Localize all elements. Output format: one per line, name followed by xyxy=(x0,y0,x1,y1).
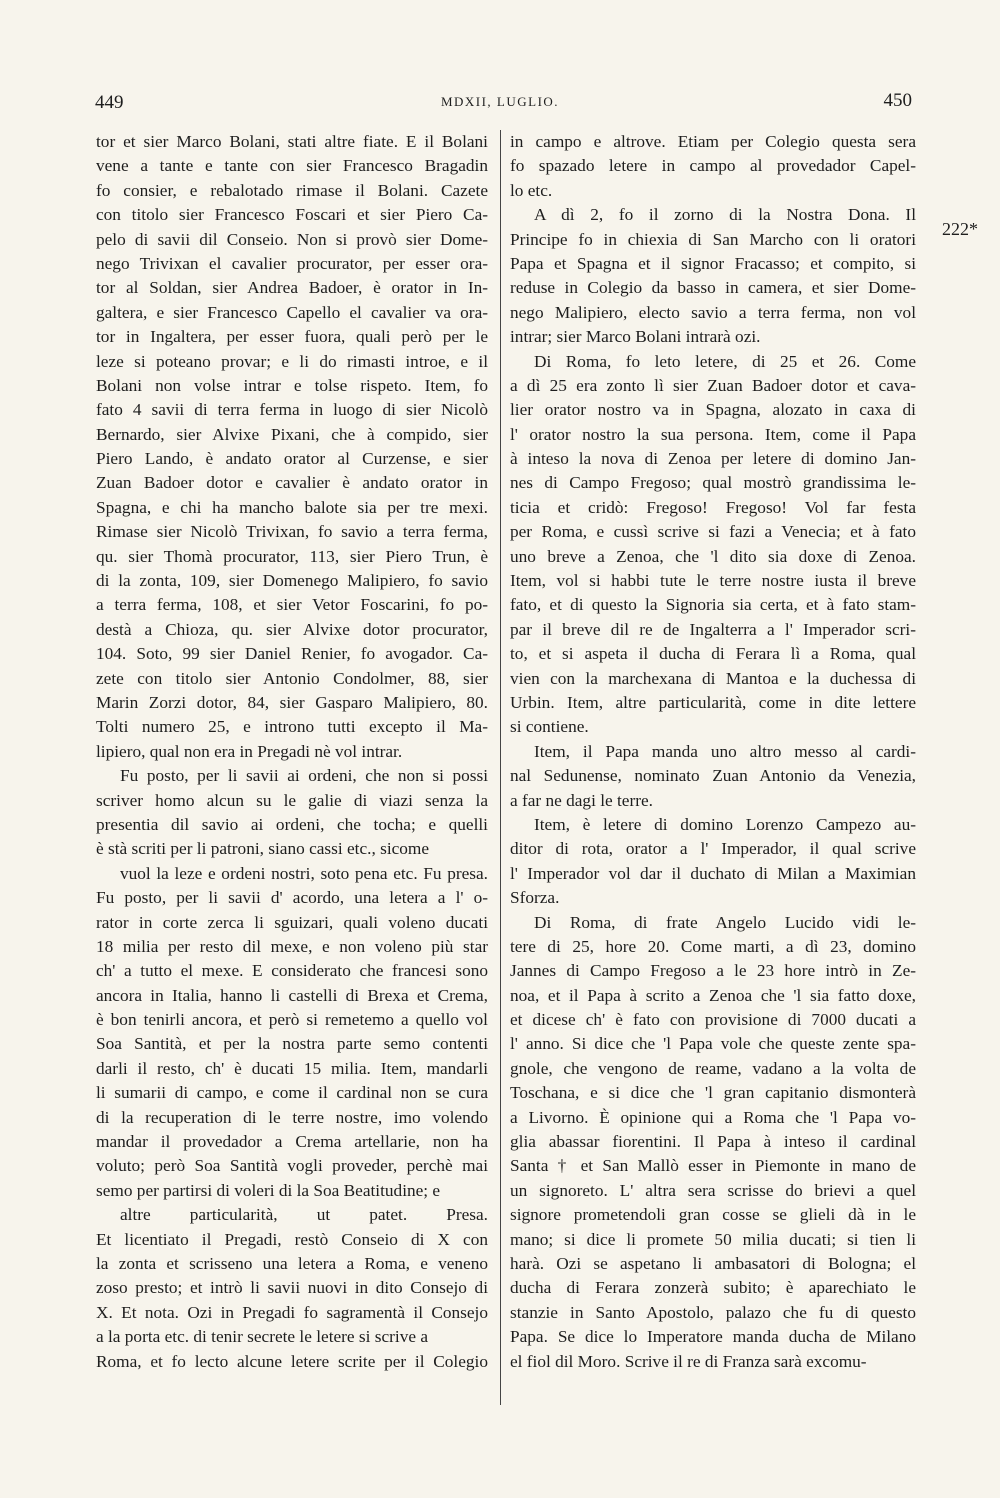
left-text-column xyxy=(96,130,488,1374)
text-line: Di Roma, fo leto letere, di 25 et 26. Come xyxy=(534,351,916,371)
text-line: Fu posto, per li savii ai ordeni, che non si possi xyxy=(120,766,488,786)
text-line: nego Malipiero, electo savio a terra ferma, non vol xyxy=(510,302,916,322)
text-line: a far ne dagi le terre. xyxy=(510,790,653,810)
text-line: zete con titolo sier Antonio Condolmer, 88, sier xyxy=(96,668,488,688)
text-line: fo consier, e rebalotado rimase il Bolani. Cazete xyxy=(96,180,488,200)
text-line: Et licentiato il Pregadi, restò Conseio di X con xyxy=(96,1229,488,1249)
text-line: mano; si dice li promete 50 milia ducati; si tien li xyxy=(510,1229,916,1249)
text-line: Rimase sier Nicolò Trivixan, fo savio a terra ferma, xyxy=(96,522,488,542)
text-line: qu. sier Thomà procurator, 113, sier Piero Trun, è xyxy=(96,546,488,566)
text-line: nes di Campo Fregoso; qual mostrò grandissima le- xyxy=(510,473,916,493)
text-line: nal Sedunense, nominato Zuan Antonio da Venezia, xyxy=(510,766,916,786)
text-line: el fiol dil Moro. Scrive il re di Franza sarà excomu- xyxy=(510,1351,867,1371)
text-line: gnole, che vengono de reame, vadano a la volta de xyxy=(510,1058,916,1078)
text-line: Santa † et San Mallò esser in Piemonte in mano de xyxy=(510,1156,916,1176)
text-line: di la recuperation di le terre nostre, imo volendo xyxy=(96,1107,488,1127)
text-line: l' Imperador vol dar il duchato di Milan a Maximian xyxy=(510,863,916,883)
text-line: a la porta etc. di tenir secrete le letere si scrive a xyxy=(96,1327,429,1347)
text-line: fato, et di questo la Signoria sia certa, et à fato stam- xyxy=(510,595,916,615)
text-line: fato 4 savii di terra ferma in luogo di sier Nicolò xyxy=(96,400,488,420)
right-text-column xyxy=(510,130,916,1374)
text-line: Bernardo, sier Alvixe Pixani, che à compido, sier xyxy=(96,424,488,444)
text-line: l' anno. Si dice che 'l Papa vole che queste zente spa- xyxy=(510,1034,916,1054)
text-line: 104. Soto, 99 sier Daniel Renier, fo avogador. Ca- xyxy=(96,644,488,664)
text-line: à inteso la nova di Zenoa per letere di domino Jan- xyxy=(510,449,916,469)
text-line: tere di 25, hore 20. Come marti, a dì 23, domino xyxy=(510,936,916,956)
text-line: destà a Chioza, qu. sier Alvixe dotor procurator, xyxy=(96,619,488,639)
text-line: si contiene. xyxy=(510,717,589,737)
text-line: vien con la marchexana di Mantoa e la duchessa di xyxy=(510,668,916,688)
text-line: un signoreto. L' altra sera scrisse do brievi a quel xyxy=(510,1180,916,1200)
text-line: Papa. Se dice lo Imperatore manda ducha de Milano xyxy=(510,1327,916,1347)
text-line: semo per partirsi di voleri di la Soa Beatitudine; e xyxy=(96,1180,441,1200)
text-line: tor et sier Marco Bolani, stati altre fiate. E il Bolani xyxy=(96,132,488,151)
text-line: Item, il Papa manda uno altro messo al cardi- xyxy=(534,741,916,761)
text-line: è stà scriti per li patroni, siano cassi etc., sicome xyxy=(96,839,430,859)
text-line: con titolo sier Francesco Foscari et sier Piero Ca- xyxy=(96,205,488,225)
column-divider xyxy=(500,130,501,1405)
text-line: ditor di rota, orator a l' Imperador, il qual scrive xyxy=(510,839,916,859)
text-line: Marin Zorzi dotor, 84, sier Gasparo Malipiero, 80. xyxy=(96,692,488,712)
text-line: Soa Santità, et per la nostra parte semo contenti xyxy=(96,1034,488,1054)
text-line: par il breve dil re de Ingalterra a l' Imperador scri- xyxy=(510,619,916,639)
text-line: uno breve a Zenoa, che 'l dito sia doxe di Zenoa. xyxy=(510,546,916,566)
text-line: rator in corte zerca li sguizari, quali voleno ducati xyxy=(96,912,488,932)
text-line: Principe fo in chiexia di San Marcho con li oratori xyxy=(510,229,916,249)
text-line: X. Et nota. Ozi in Pregadi fo sagramentà il Consejo xyxy=(96,1302,488,1322)
text-line: la zonta et scrisseno una letera a Roma, e veneno xyxy=(96,1253,488,1273)
text-line: Piero Lando, è andato orator al Curzense, e sier xyxy=(96,449,488,469)
text-line: Item, vol si habbi tute le terre nostre iusta il breve xyxy=(510,571,916,591)
text-line: vene a tante e tante con sier Francesco Bragadin xyxy=(96,156,488,176)
text-line: in campo e altrove. Etiam per Colegio questa sera xyxy=(510,132,916,151)
text-line: to, et si aspeta il ducha di Ferara lì a Roma, qual xyxy=(510,644,916,664)
text-line: Fu posto, per li savii d' acordo, una letera a l' o- xyxy=(96,888,488,908)
text-line: harà. Ozi se aspetano li ambasatori di Bologna; el xyxy=(510,1253,916,1273)
text-line: stanzie in Santo Apostolo, palazo che fu di questo xyxy=(510,1302,916,1322)
text-line: a dì 25 era zonto lì sier Zuan Badoer dotor et cava- xyxy=(510,375,916,395)
text-line: a terra ferma, 108, et sier Vetor Foscarini, fo po- xyxy=(96,595,488,615)
text-line: zoso presto; et intrò li savii nuovi in dito Consejo di xyxy=(96,1278,488,1298)
page-number-right: 450 xyxy=(883,90,912,111)
text-line: Spagna, e chi ha mancho balote sia per tre mexi. xyxy=(96,497,488,517)
text-line: darli il resto, ch' è ducati 15 milia. Item, mandarli xyxy=(96,1058,488,1078)
text-line: glia abassar fiorentini. Il Papa à inteso il cardinal xyxy=(510,1132,916,1152)
text-line: 18 milia per resto dil mexe, e non voleno più star xyxy=(96,936,488,956)
text-line: Item, è letere di domino Lorenzo Campezo au- xyxy=(534,814,916,834)
text-line: voluto; però Soa Santità vogli proveder, perchè mai xyxy=(96,1156,488,1176)
text-line: lier orator nostro va in Spagna, alozato in caxa di xyxy=(510,400,916,420)
text-line: Papa et Spagna et il signor Fracasso; et compito, si xyxy=(510,253,916,273)
text-line: Toschana, e si dice che 'l gran capitanio dismonterà xyxy=(510,1083,916,1103)
text-line: ducha di Ferara zonzerà subito; è aparechiato le xyxy=(510,1278,916,1298)
text-line: signore prometendoli gran cosse se glieli dà in le xyxy=(510,1205,916,1225)
text-line: nego Trivixan el cavalier procurator, per esser ora- xyxy=(96,253,488,273)
text-line: ticia et cridò: Fregoso! Fregoso! Vol far festa xyxy=(510,497,916,517)
text-line: per Roma, e cussì scrive si fazi a Venecia; et à fato xyxy=(510,522,916,542)
text-line: ch' a tutto el mexe. E considerato che francesi sono xyxy=(96,961,488,981)
text-line: li sumarii di campo, e come il cardinal non se cura xyxy=(96,1083,488,1103)
text-line: altre particularità, ut patet. Presa. xyxy=(120,1205,488,1225)
text-line: fo spazado letere in campo al provedador Capel- xyxy=(510,156,916,176)
text-line: galtera, e sier Francesco Capello el cavalier va ora- xyxy=(96,302,488,322)
text-line: tor al Soldan, sier Andrea Badoer, è orator in In- xyxy=(96,278,488,298)
text-line: Sforza. xyxy=(510,888,560,908)
text-line: pelo di savii dil Conseio. Non si provò sier Dome- xyxy=(96,229,488,249)
text-line: Bolani non volse intrar e tolse rispeto. Item, fo xyxy=(96,375,488,395)
text-line: Roma, et fo lecto alcune letere scrite per il Colegio xyxy=(96,1351,488,1371)
text-line: a Livorno. È opinione qui a Roma che 'l Papa vo- xyxy=(510,1107,916,1127)
text-line: Jannes di Campo Fregoso a le 23 hore intrò in Ze- xyxy=(510,961,916,981)
text-line: Urbin. Item, altre particularità, come in dite lettere xyxy=(510,692,916,712)
text-line: scriver homo alcun su le galie di viazi senza la xyxy=(96,790,488,810)
text-line: vuol la leze e ordeni nostri, soto pena etc. Fu presa. xyxy=(120,863,488,883)
text-line: Zuan Badoer dotor e cavalier è andato orator in xyxy=(96,473,488,493)
text-line: reduse in Colegio da basso in camera, et sier Dome- xyxy=(510,278,916,298)
text-line: ancora in Italia, hanno li castelli di Brexa et Crema, xyxy=(96,985,488,1005)
running-title: MDXII, LUGLIO. xyxy=(440,94,560,109)
text-line: leze si poteano provar; e li do rimasti introe, e il xyxy=(96,351,488,371)
text-line: di la zonta, 109, sier Domenego Malipiero, fo savio xyxy=(96,571,488,591)
text-line: mandar il provedador a Crema artellarie, non ha xyxy=(96,1132,488,1152)
text-line: è bon tenirli ancora, et però si remetemo a quello vol xyxy=(96,1010,488,1030)
text-line: tor in Ingaltera, per esser fuora, quali però per le xyxy=(96,327,488,347)
text-line: Di Roma, di frate Angelo Lucido vidi le- xyxy=(534,912,916,932)
text-line: et dicese ch' è fato con provisione di 7000 ducati a xyxy=(510,1010,916,1030)
page-number-left: 449 xyxy=(95,92,124,113)
text-line: presentia dil savio ai ordeni, che tocha; e quelli xyxy=(96,814,488,834)
text-line: lo etc. xyxy=(510,180,553,200)
text-line: noa, et il Papa à scrito a Zenoa che 'l sia fatto doxe, xyxy=(510,985,916,1005)
text-line: l' orator nostro la sua persona. Item, come il Papa xyxy=(510,424,916,444)
text-line: Tolti numero 25, e introno tutti excepto il Ma- xyxy=(96,717,488,737)
text-line: A dì 2, fo il zorno di la Nostra Dona. Il xyxy=(534,205,916,225)
text-line: lipiero, qual non era in Pregadi nè vol intrar. xyxy=(96,741,403,761)
margin-note: 222* xyxy=(942,219,978,239)
text-line: intrar; sier Marco Bolani intrarà ozi. xyxy=(510,327,761,347)
